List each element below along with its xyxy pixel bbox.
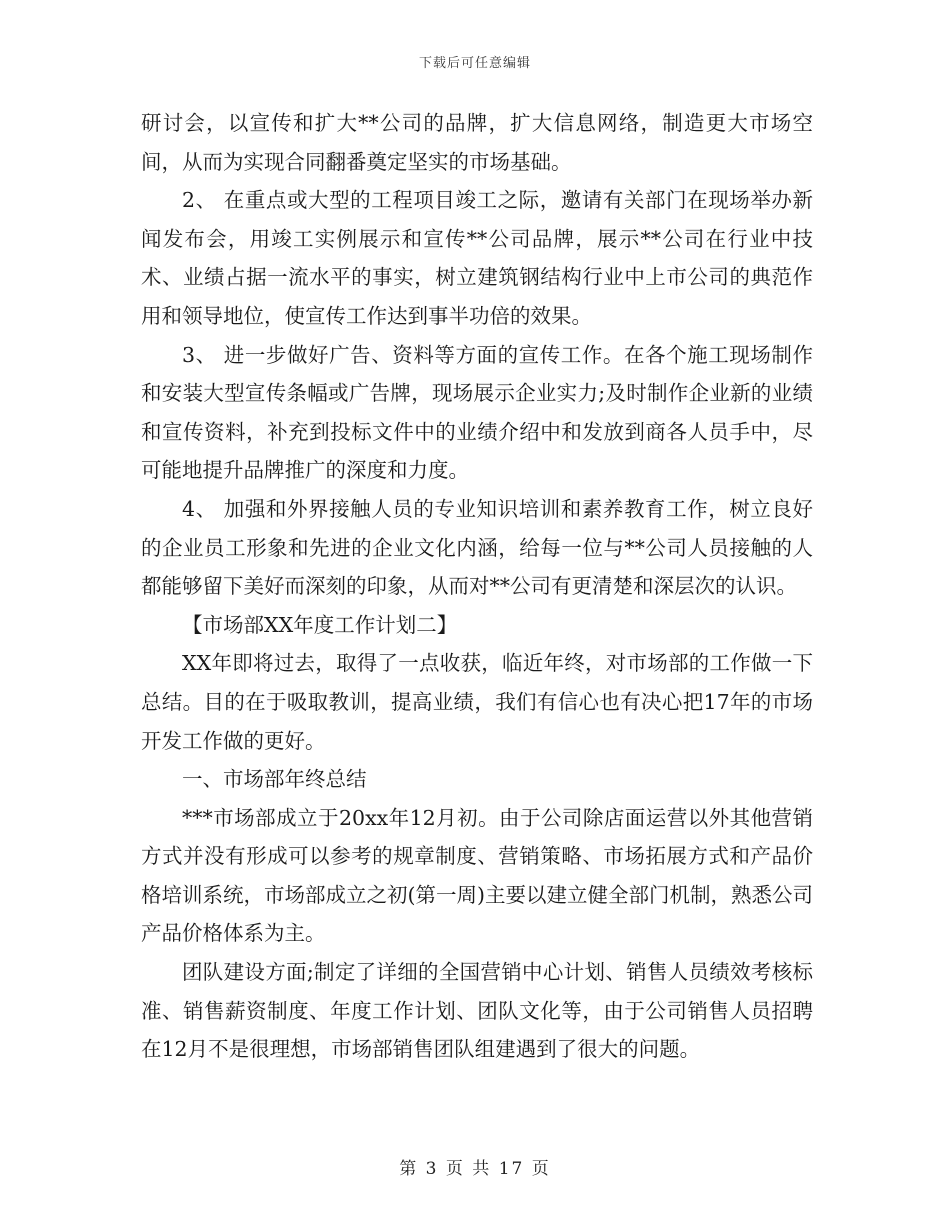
page-number: 第 3 页 共 17 页 xyxy=(399,1159,551,1179)
paragraph-3: 3、 进一步做好广告、资料等方面的宣传工作。在各个施工现场制作和安装大型宣传条幅或广告牌，现场展示企业实力;及时制作企业新的业绩和宣传资料，补充到投标文件中的业绩介绍中和发放到商各人员手中，尽可能地提升品牌推广的深度和力度。 xyxy=(141,342,813,483)
section-heading-plan-two: 【市场部XX年度工作计划二】 xyxy=(182,612,458,637)
document-body xyxy=(141,104,813,1069)
page-header: 下载后可任意编辑 xyxy=(418,56,531,71)
paragraph-team-building: 团队建设方面;制定了详细的全国营销中心计划、销售人员绩效考核标准、销售薪资制度、年度工作计划、团队文化等，由于公司销售人员招聘在12月不是很理想，市场部销售团队组建遇到了很大的问题。 xyxy=(141,960,813,1062)
paragraph-department-founding: ***市场部成立于20xx年12月初。由于公司除店面运营以外其他营销方式并没有形成可以参考的规章制度、营销策略、市场拓展方式和产品价格培训系统，市场部成立之初(第一周)主要以建立健全部门机制，熟悉公司产品价格体系为主。 xyxy=(141,805,813,946)
paragraph-1: 研讨会，以宣传和扩大**公司的品牌，扩大信息网络，制造更大市场空间，从而为实现合同翻番奠定坚实的市场基础。 xyxy=(141,111,813,174)
paragraph-4: 4、 加强和外界接触人员的专业知识培训和素养教育工作，树立良好的企业员工形象和先进的企业文化内涵，给每一位与**公司人员接触的人都能够留下美好而深刻的印象，从而对**公司有更清楚和深层次的认识。 xyxy=(141,496,813,599)
subheading-year-end-summary: 一、市场部年终总结 xyxy=(182,767,367,792)
paragraph-intro: XX年即将过去，取得了一点收获，临近年终，对市场部的工作做一下总结。目的在于吸取教训，提高业绩，我们有信心也有决心把17年的市场开发工作做的更好。 xyxy=(141,651,813,753)
paragraph-2: 2、 在重点或大型的工程项目竣工之际，邀请有关部门在现场举办新闻发布会，用竣工实例展示和宣传**公司品牌，展示**公司在行业中技术、业绩占据一流水平的事实，树立建筑钢结构行业中上市公司的典范作用和领导地位，使宣传工作达到事半功倍的效果。 xyxy=(141,188,813,328)
